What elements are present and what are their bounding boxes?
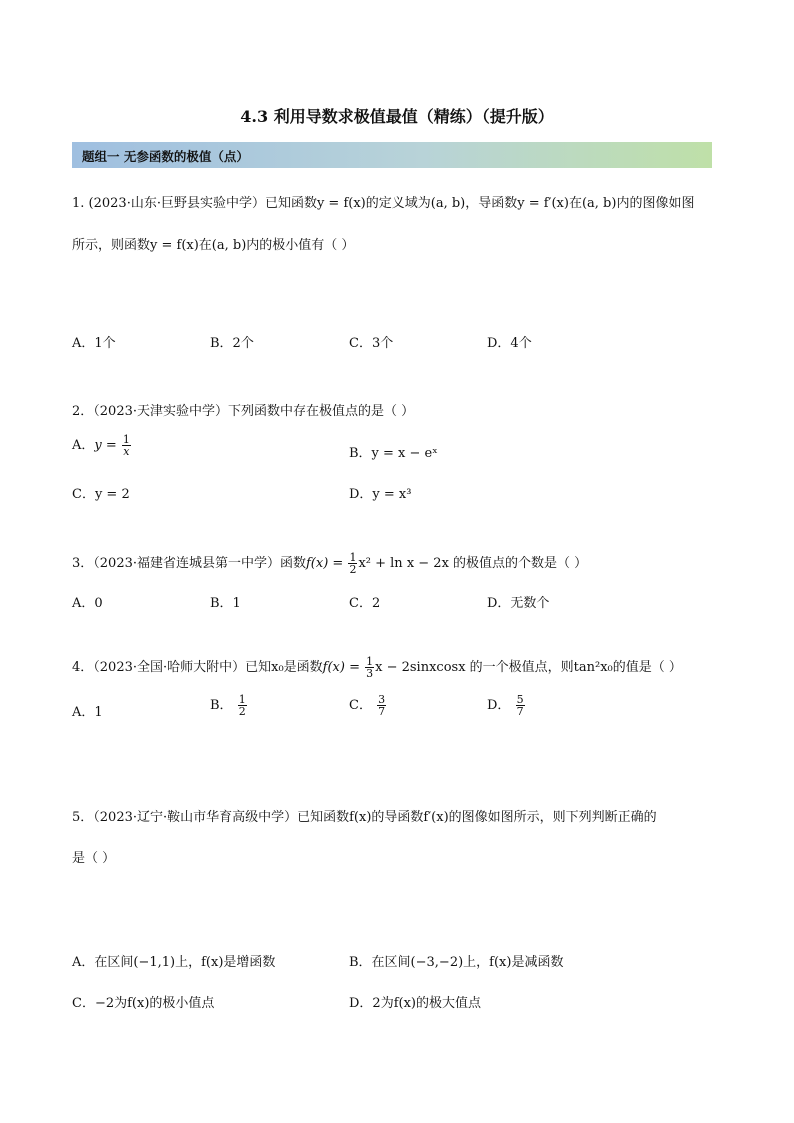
q5-option-c: C．−2为f(x)的极小值点 (72, 996, 215, 1011)
q4-option-d-fraction (516, 694, 525, 717)
q2-option-a-fraction (122, 434, 131, 457)
q4-option-d-label: D． (487, 698, 511, 713)
q1-option-b: B．2个 (210, 336, 254, 351)
q5-option-b: B．在区间(−3,−2)上，f(x)是减函数 (349, 955, 564, 970)
q1-option-d: D．4个 (487, 336, 532, 351)
q4-option-c-fraction (377, 694, 386, 717)
section-banner (72, 142, 712, 168)
q3-option-d: D．无数个 (487, 596, 550, 611)
q2-stem: 2．（2023·天津实验中学）下列函数中存在极值点的是（ ） (72, 404, 415, 419)
q1-option-c: C．3个 (349, 336, 394, 351)
q3-stem-post: x² + ln x − 2x 的极值点的个数是（ ） (358, 556, 588, 571)
q3-stem (72, 552, 587, 575)
q5-stem-line2: 是（ ） (72, 851, 116, 866)
q3-option-c: C．2 (349, 596, 381, 611)
q4-option-c-denominator: 7 (378, 705, 386, 718)
q4-option-b-numerator: 1 (238, 693, 246, 706)
q5-option-a: A．在区间(−1,1)上，f(x)是增函数 (72, 955, 276, 970)
q4-option-d-numerator: 5 (516, 693, 524, 706)
q4-numerator: 1 (366, 655, 374, 668)
q4-stem (72, 656, 682, 679)
q3-stem-pre: 3．（2023·福建省连城县第一中学）函数 (72, 556, 306, 571)
q3-denominator: 2 (349, 563, 357, 576)
q4-stem-pre: 4．（2023·全国·哈师大附中）已知x₀是函数 (72, 660, 323, 675)
q3-fraction (348, 552, 357, 575)
q2-option-a-numerator: 1 (122, 433, 130, 446)
q5-stem-line1: 5．（2023·辽宁·鞍山市华育高级中学）已知函数f(x)的导函数f′(x)的图像如图所示，则下列判断正确的 (72, 810, 657, 825)
q2-option-a-label: A． (72, 438, 95, 453)
q2-option-a-lhs: y = (94, 438, 117, 453)
q1-option-a: A．1个 (72, 336, 116, 351)
q4-option-b-fraction (238, 694, 247, 717)
page-title: 4.3 利用导数求极值最值（精练）（提升版） (240, 107, 554, 126)
q4-option-d (487, 694, 526, 717)
q4-option-d-denominator: 7 (516, 705, 524, 718)
q4-option-c-numerator: 3 (378, 693, 386, 706)
q2-option-a-denominator: x (123, 445, 130, 458)
q4-option-b (210, 694, 248, 717)
q3-option-a: A．0 (72, 596, 103, 611)
q3-function: f(x) = (306, 556, 344, 571)
q4-option-c-label: C． (349, 698, 372, 713)
q1-stem-line1: 1. (2023·山东·巨野县实验中学）已知函数y = f(x)的定义域为(a, b)，导函数y = f′(x)在(a, b)内的图像如图 (72, 196, 695, 211)
section-heading: 题组一 无参函数的极值（点） (82, 149, 249, 164)
q2-option-b: B．y = x − eˣ (349, 446, 438, 461)
q1-stem-line2: 所示，则函数y = f(x)在(a, b)内的极小值有（ ） (72, 238, 355, 253)
q4-option-b-denominator: 2 (238, 705, 246, 718)
q3-option-b: B．1 (210, 596, 241, 611)
q4-option-b-label: B． (210, 698, 233, 713)
q4-fraction (365, 656, 374, 679)
q4-function: f(x) = (322, 660, 360, 675)
q4-denominator: 3 (366, 667, 374, 680)
q4-option-a: A．1 (72, 705, 103, 720)
q2-option-c: C．y = 2 (72, 487, 130, 502)
q2-option-d: D．y = x³ (349, 487, 412, 502)
q4-option-c (349, 694, 387, 717)
q3-numerator: 1 (349, 551, 357, 564)
q4-stem-post: x − 2sinxcosx 的一个极值点，则tan²x₀的值是（ ） (375, 660, 682, 675)
q5-option-d: D．2为f(x)的极大值点 (349, 996, 481, 1011)
q2-option-a (72, 434, 132, 457)
